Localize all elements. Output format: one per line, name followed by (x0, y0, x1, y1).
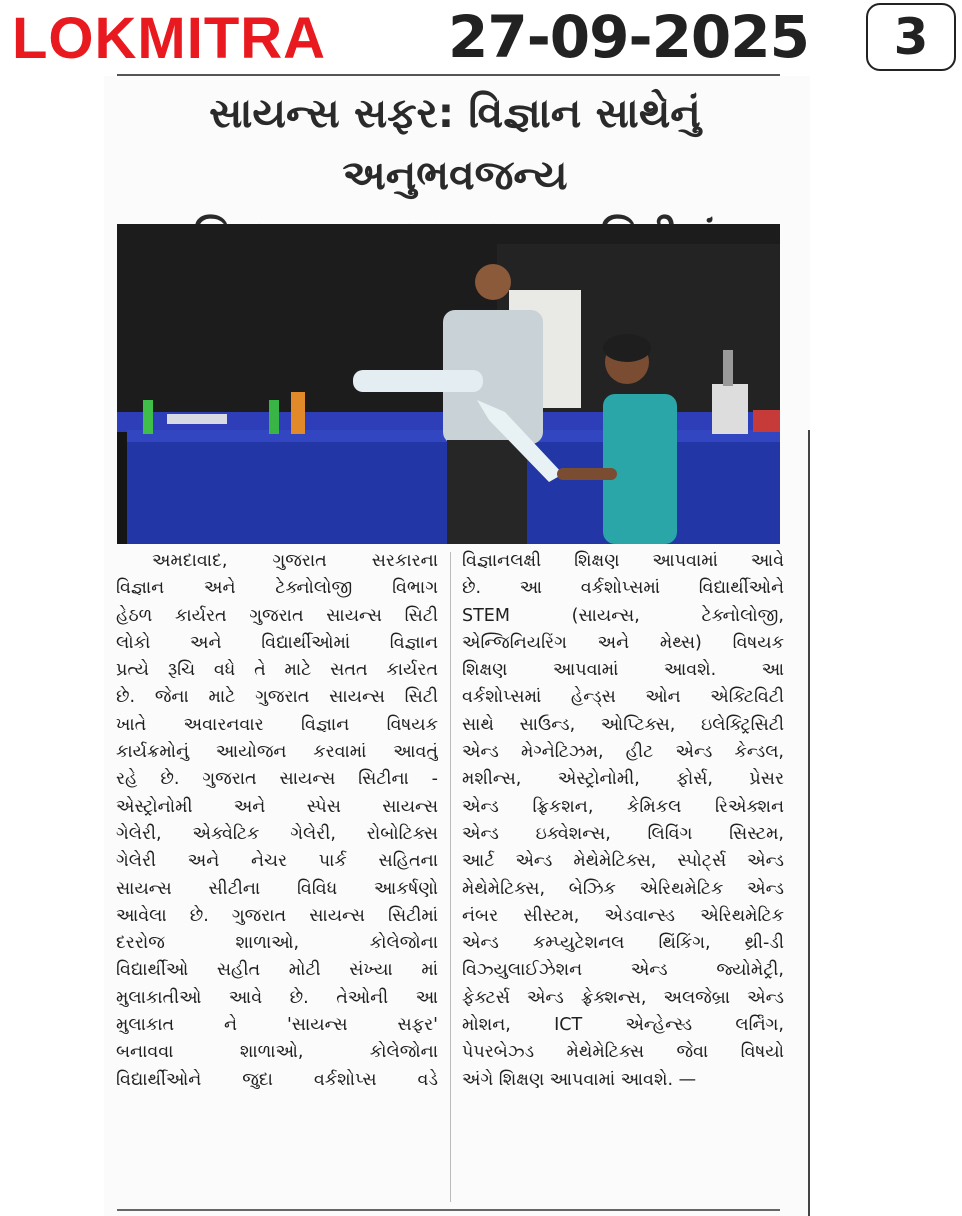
body-line: મશીન્સ, એસ્ટ્રોનોમી, ફોર્સ, પ્રેસર (462, 769, 784, 790)
article-column-right (462, 548, 784, 1094)
body-line: છે. આ વર્કશોપ્સમાં વિદ્યાર્થીઓને (462, 578, 784, 599)
body-line: વિઝ્યુલાઈઝેશન એન્ડ જ્યોમેટ્રી, (462, 960, 784, 981)
body-line: એન્ડ ફ્રિકશન, કેમિકલ રિએક્શન (462, 796, 784, 817)
body-line: ગેલેરી, એક્વેટિક ગેલેરી, રોબોટિક્સ (116, 823, 438, 844)
body-line: વિજ્ઞાનલક્ષી શિક્ષણ આપવામાં આવે (462, 551, 784, 571)
body-line: એન્ડ ઇક્વેશન્સ, લિવિંગ સિસ્ટમ, (462, 823, 784, 844)
body-line: વિજ્ઞાન અને ટેક્નોલોજી વિભાગ (116, 578, 438, 599)
body-line: વર્કશોપ્સમાં હેન્ડ્સ ઓન એક્ટિવિટી (462, 687, 784, 708)
body-line: છે. જેના માટે ગુજરાત સાયન્સ સિટી (116, 687, 438, 708)
body-line: ખાતે અવારનવાર વિજ્ઞાન વિષયક (116, 714, 438, 735)
body-line: અંગે શિક્ષણ આપવામાં આવશે. — (462, 1069, 697, 1090)
body-line: મુલાકાતીઓ આવે છે. તેઓની આ (116, 987, 438, 1008)
body-line: આર્ટ એન્ડ મેથેમેટિક્સ, સ્પોર્ટ્સ એન્ડ (462, 851, 784, 872)
body-line: રહે છે. ગુજરાત સાયન્સ સિટીના - (116, 769, 438, 790)
body-line: કાર્યક્રમોનું આયોજન કરવામાં આવતું (116, 742, 438, 763)
body-line: મોશન, ICT એન્હેન્સ્ડ લર્નિંગ, (462, 1015, 784, 1036)
body-line: એન્જિનિયરિંગ અને મેથ્સ) વિષયક (462, 632, 784, 653)
body-line: દરરોજ શાળાઓ, કોલેજોના (116, 933, 438, 954)
headline-line-1: સાયન્સ સફર: વિજ્ઞાન સાથેનું અનુભવજન્ય (209, 89, 701, 199)
body-line: સાથે સાઉન્ડ, ઓપ્ટિક્સ, ઇલેક્ટ્રિસિટી (462, 714, 784, 735)
body-line: ફેક્ટર્સ એન્ડ ફ્રેક્શન્સ, અલજેબ્રા એન્ડ (462, 987, 784, 1008)
body-line: લોકો અને વિદ્યાર્થીઓમાં વિજ્ઞાન (116, 632, 438, 653)
body-line: એસ્ટ્રોનોમી અને સ્પેસ સાયન્સ (116, 796, 438, 817)
article-photo (117, 224, 780, 544)
body-line: હેઠળ કાર્યરત ગુજરાત સાયન્સ સિટી (116, 605, 438, 626)
body-line: વિદ્યાર્થીઓને જુદા વર્કશોપ્સ વડે (116, 1069, 438, 1090)
body-line: અમદાવાદ, ગુજરાત સરકારના (152, 551, 438, 571)
body-line: આવેલા છે. ગુજરાત સાયન્સ સિટીમાં (116, 905, 438, 926)
issue-date: 27-09-2025 (448, 3, 809, 71)
body-line: STEM (સાયન્સ, ટેક્નોલોજી, (462, 605, 784, 626)
body-line: મુલાકાત ને 'સાયન્સ સફર' (116, 1015, 438, 1036)
article-column-left (116, 548, 438, 1094)
body-line: ગેલેરી અને નેચર પાર્ક સહિતના (116, 851, 438, 872)
body-line: એન્ડ મેગ્નેટિઝમ, હીટ એન્ડ કેન્ડલ, (462, 742, 784, 763)
page-number-badge: 3 (866, 3, 956, 71)
body-line: વિદ્યાર્થીઓ સહીત મોટી સંખ્યા માં (116, 960, 438, 981)
body-line: મેથેમેટિક્સ, બેઝિક એરિથમેટિક એન્ડ (462, 878, 784, 899)
body-line: પ્રત્યે રૂચિ વધે તે માટે સતત કાર્યરત (116, 660, 438, 681)
body-line: સાયન્સ સીટીના વિવિધ આકર્ષણો (116, 878, 438, 899)
masthead (0, 0, 962, 76)
body-line: શિક્ષણ આપવામાં આવશે. આ (462, 660, 784, 681)
column-divider (450, 552, 451, 1202)
body-line: નંબર સીસ્ટમ, એડવાન્સ્ડ એરિથમેટિક (462, 905, 784, 926)
body-line: એન્ડ કમ્પ્યુટેશનલ થિંકિંગ, થ્રી-ડી (462, 933, 784, 954)
bottom-rule-divider (117, 1209, 780, 1211)
body-line: પેપરબેઝ્ડ મેથેમેટિક્સ જેવા વિષયો (462, 1042, 784, 1063)
top-rule-divider (117, 74, 780, 76)
newspaper-name: LOKMITRA (12, 6, 327, 71)
photo-icon (117, 224, 780, 544)
right-rule-divider (808, 430, 810, 1216)
body-line: બનાવવા શાળાઓ, કોલેજોના (116, 1042, 438, 1063)
